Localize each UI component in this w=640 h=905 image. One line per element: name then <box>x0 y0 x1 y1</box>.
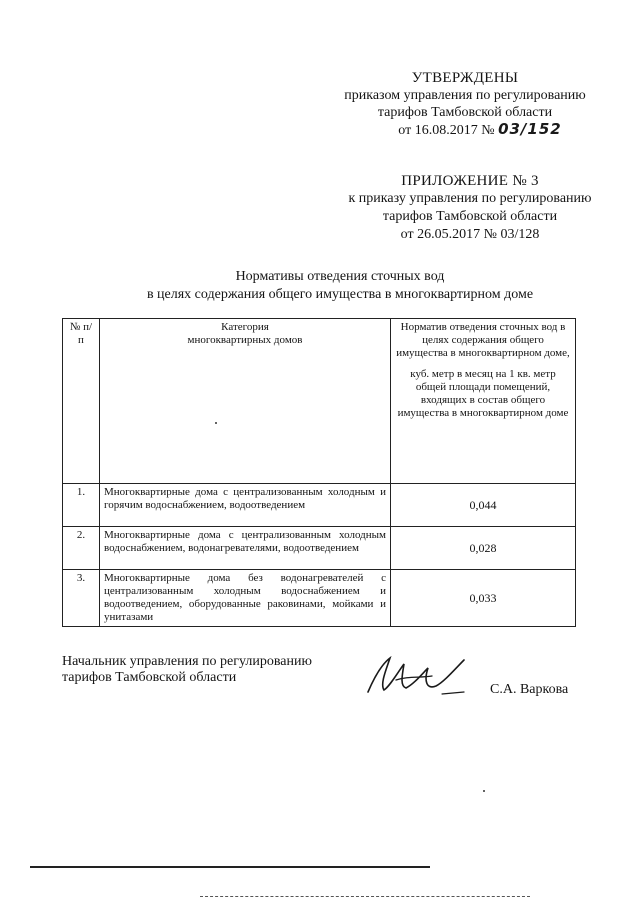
table-header-row <box>63 319 576 484</box>
approval-line-2: тарифов Тамбовской области <box>377 105 553 120</box>
signature-position-line-2: тарифов Тамбовской области <box>62 670 237 685</box>
header-norm-unit: куб. метр в месяц на 1 кв. метр общей площади помещений, входящих в состав общего имущества в многоквартирном доме <box>397 368 569 419</box>
approval-date: от 16.08.2017 № <box>398 123 495 138</box>
appendix-line-2: тарифов Тамбовской области <box>382 209 558 224</box>
document-title-line-1: Нормативы отведения сточных вод <box>235 269 445 284</box>
row-category: Многоквартирные дома с централизованным холодным водоснабжением, водонагревателями, водоотведением <box>100 527 391 570</box>
signer-name: С.А. Варкова <box>490 682 569 697</box>
norms-table <box>62 318 576 627</box>
header-norm-title: Норматив отведения сточных вод в целях содержания общего имущества в многоквартирном доме, <box>396 321 570 359</box>
document-title <box>60 268 620 304</box>
bottom-dashed-rule <box>200 896 530 897</box>
approval-date-line <box>300 121 630 139</box>
header-category-line-1: Категория <box>221 321 269 333</box>
header-category <box>100 319 391 484</box>
appendix-line-1: к приказу управления по регулированию <box>348 191 592 206</box>
bottom-rule <box>30 866 430 868</box>
table-row <box>63 570 576 627</box>
row-category: Многоквартирные дома с централизованным холодным и горячим водоснабжением, водоотведением <box>100 484 391 527</box>
approval-line-1: приказом управления по регулированию <box>344 88 586 103</box>
scan-speck <box>483 790 485 792</box>
table-row <box>63 527 576 570</box>
appendix-block <box>320 172 620 244</box>
header-norm <box>391 319 576 484</box>
handwritten-order-number: 03/152 <box>498 120 562 138</box>
row-value: 0,044 <box>391 484 576 527</box>
row-number: 1. <box>63 484 100 527</box>
row-number: 3. <box>63 570 100 627</box>
handwritten-signature <box>360 650 480 700</box>
scan-speck <box>215 422 217 424</box>
row-value: 0,028 <box>391 527 576 570</box>
header-category-line-2: многоквартирных домов <box>187 334 303 346</box>
table-row <box>63 484 576 527</box>
appendix-heading: ПРИЛОЖЕНИЕ № 3 <box>401 173 539 189</box>
approval-block <box>300 70 630 139</box>
approval-heading: УТВЕРЖДЕНЫ <box>411 70 519 86</box>
header-number: № п/п <box>63 319 100 484</box>
signature-position-line-1: Начальник управления по регулированию <box>62 654 312 669</box>
row-category: Многоквартирные дома без водонагревателей с централизованным холодным водоснабжением и водоотведением, оборудованные раковинами, мойками и унитазами <box>100 570 391 627</box>
document-title-line-2: в целях содержания общего имущества в многоквартирном доме <box>146 287 534 302</box>
signature-position <box>62 654 312 686</box>
row-value: 0,033 <box>391 570 576 627</box>
row-number: 2. <box>63 527 100 570</box>
appendix-line-3: от 26.05.2017 № 03/128 <box>400 227 540 242</box>
